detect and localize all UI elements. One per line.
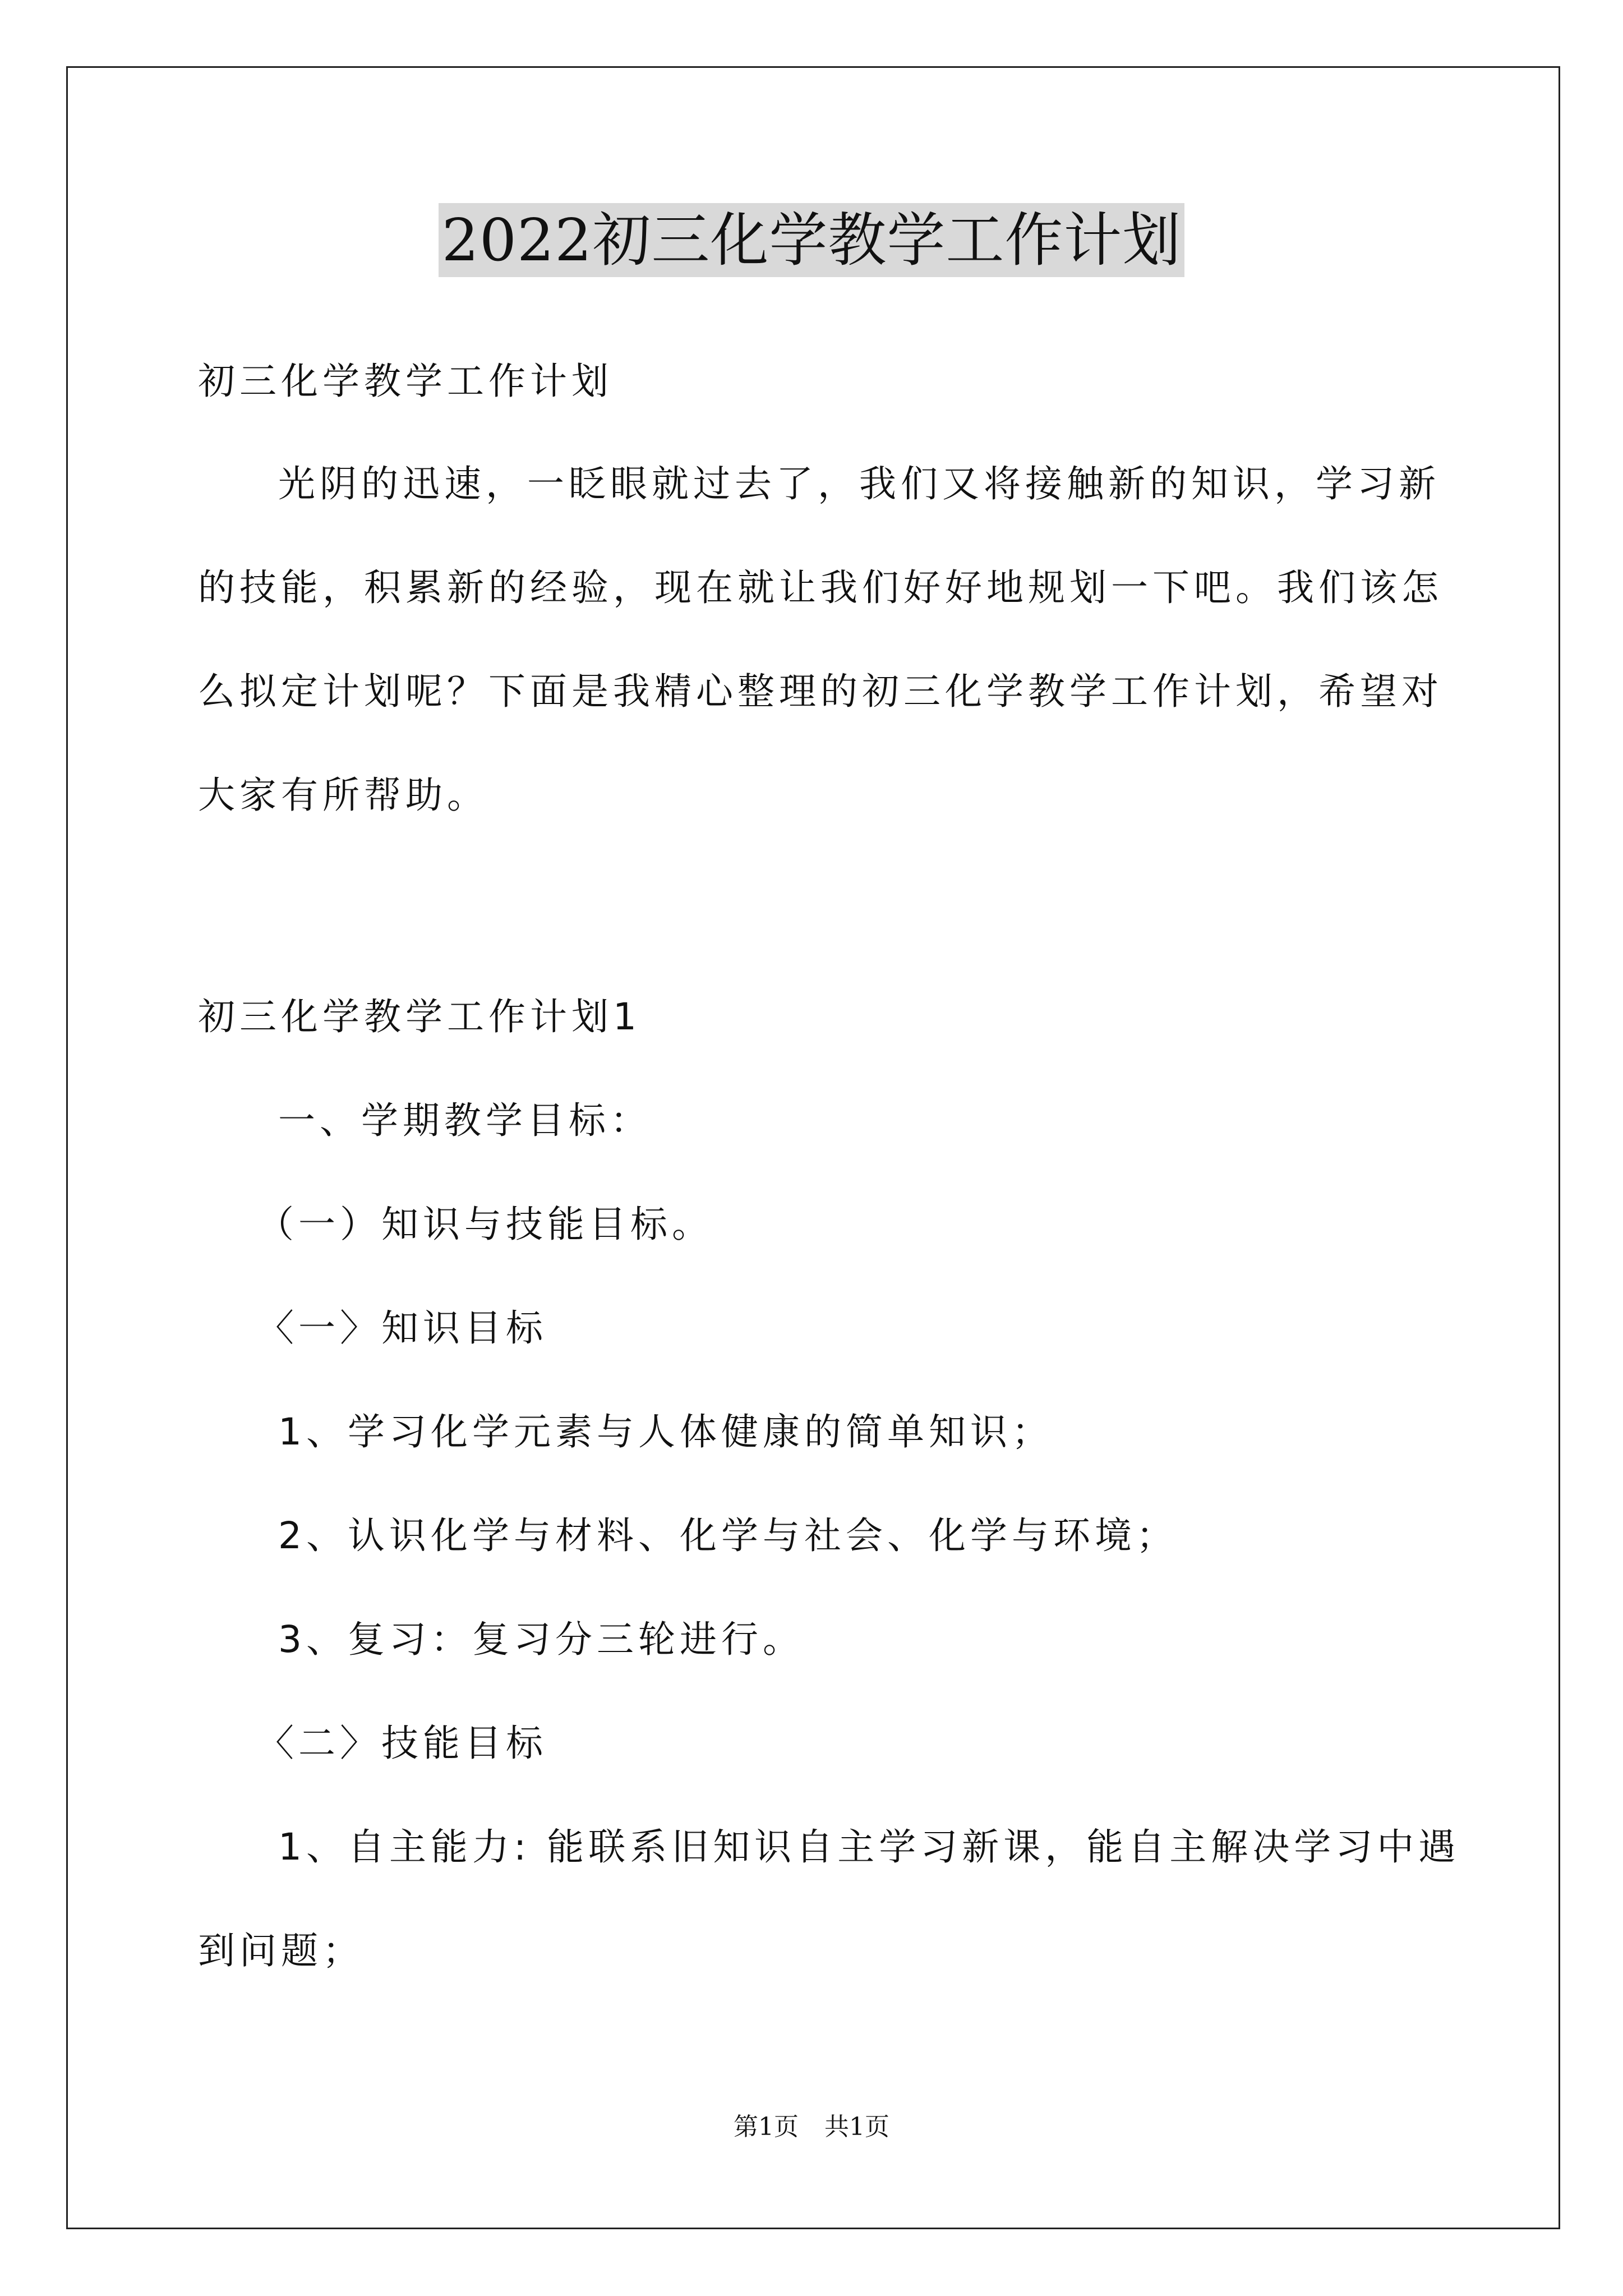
skill-item-1-line-1: 1、自主能力: 能联系旧知识自主学习新课，能自主解决学习中遇 bbox=[278, 1825, 1460, 1869]
knowledge-item-1: 1、学习化学元素与人体健康的简单知识； bbox=[278, 1410, 1053, 1453]
heading-knowledge-goals: 〈一〉知识目标 bbox=[257, 1306, 547, 1350]
document-subtitle: 初三化学教学工作计划 bbox=[198, 360, 613, 403]
heading-skill-goals: 〈二〉技能目标 bbox=[257, 1722, 547, 1765]
document-title: 2022初三化学教学工作计划 bbox=[439, 203, 1185, 277]
page-number-current: 第1页 bbox=[734, 2113, 799, 2141]
page-number-total: 共1页 bbox=[824, 2113, 889, 2141]
heading-knowledge-skill-goals: （一）知识与技能目标。 bbox=[257, 1203, 713, 1246]
heading-semester-goals: 一、学期教学目标： bbox=[278, 1099, 652, 1142]
intro-paragraph-line-4: 大家有所帮助。 bbox=[198, 774, 488, 817]
intro-paragraph-line-2: 的技能，积累新的经验，现在就让我们好好地规划一下吧。我们该怎 bbox=[198, 566, 1443, 609]
page-footer bbox=[0, 2110, 1623, 2144]
section-title: 初三化学教学工作计划1 bbox=[198, 995, 641, 1038]
skill-item-1-line-2: 到问题； bbox=[198, 1929, 364, 1972]
knowledge-item-3: 3、复习：复习分三轮进行。 bbox=[278, 1618, 804, 1661]
intro-paragraph-line-1: 光阴的迅速，一眨眼就过去了，我们又将接触新的知识，学习新 bbox=[278, 462, 1440, 505]
knowledge-item-2: 2、认识化学与材料、化学与社会、化学与环境； bbox=[278, 1514, 1178, 1557]
intro-paragraph-line-3: 么拟定计划呢？下面是我精心整理的初三化学教学工作计划，希望对 bbox=[198, 670, 1443, 713]
title-container bbox=[0, 203, 1623, 277]
